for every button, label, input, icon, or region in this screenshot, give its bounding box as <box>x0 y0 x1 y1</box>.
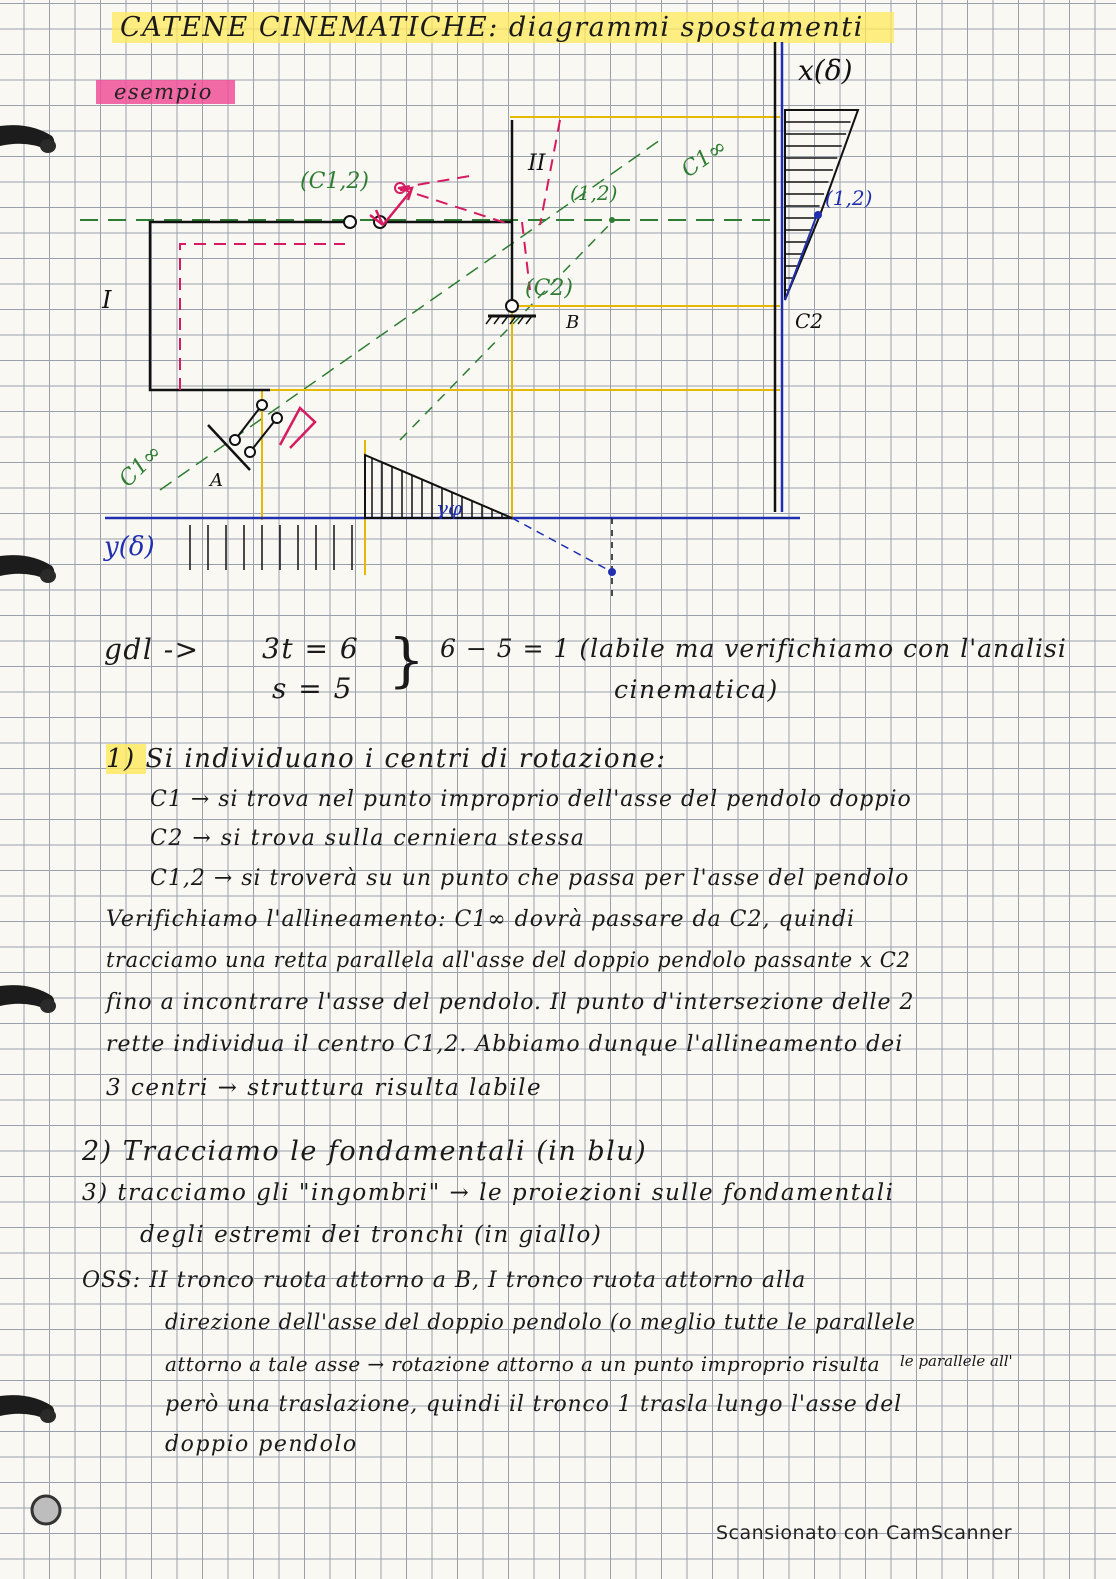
hinge-support-icon <box>506 300 518 312</box>
label-angle-phi: γφ <box>436 496 462 520</box>
gdl-eq-3t: 3t = 6 <box>262 632 360 665</box>
c12-center-point <box>609 217 615 223</box>
label-tronco-II: II <box>528 151 546 176</box>
binder-ring-icon <box>0 1388 58 1428</box>
label-tronco-I: I <box>102 286 112 314</box>
brace-icon: } <box>388 626 427 694</box>
label-c12-right: (1,2) <box>825 186 873 210</box>
gdl-result-cont: cinematica) <box>614 675 779 704</box>
label-support-B: B <box>566 312 580 333</box>
scanner-watermark: Scansionato con CamScanner <box>716 1522 1013 1544</box>
y-diagram-extension <box>512 518 612 572</box>
label-c12-left: (C1,2) <box>300 169 369 194</box>
x-diagram-line <box>785 212 818 300</box>
alignment-line <box>400 222 612 440</box>
double-pendulum-support-icon <box>208 400 282 470</box>
projection-lines <box>150 117 780 575</box>
center-c12-point <box>814 211 822 219</box>
note-verify-1: Verifichiamo l'allineamento: C1∞ dovrà passare da C2, quindi <box>106 907 856 932</box>
label-x-delta: x(δ) <box>798 54 853 87</box>
note-verify-3: fino a incontrare l'asse del pendolo. Il punto d'intersezione delle 2 <box>106 990 915 1015</box>
oss-line-1: OSS: II tronco ruota attorno a B, I tronco ruota attorno alla <box>82 1268 807 1293</box>
label-c1-top: C1∞ <box>677 134 732 183</box>
step-2-heading: 2) Tracciamo le fondamentali (in blu) <box>82 1136 648 1167</box>
example-label: esempio <box>96 80 235 104</box>
step-3-cont: degli estremi dei tronchi (in giallo) <box>140 1222 603 1248</box>
note-verify-4: rette individua il centro C1,2. Abbiamo dunque l'allineamento dei <box>106 1032 904 1057</box>
gdl-result: 6 − 5 = 1 (labile ma verifichiamo con l'analisi <box>440 634 1067 663</box>
note-c12: C1,2 → si troverà su un punto che passa per l'asse del pendolo <box>150 866 910 891</box>
note-verify-2: tracciamo una retta parallela all'asse del doppio pendolo passante x C2 <box>106 948 911 972</box>
displacement-diagram <box>0 0 1116 620</box>
binder-hole-icon <box>26 1490 66 1530</box>
oss-line-3: attorno a tale asse → rotazione attorno a un punto improprio risulta <box>165 1352 880 1376</box>
note-c1: C1 → si trova nel punto improprio dell'asse del pendolo doppio <box>150 787 912 812</box>
step-3-heading: 3) tracciamo gli "ingombri" → le proiezioni sulle fondamentali <box>82 1180 895 1206</box>
label-support-A: A <box>210 470 223 491</box>
label-c2-right: C2 <box>795 309 824 333</box>
c12-projection-point <box>608 568 616 576</box>
gdl-eq-s: s = 5 <box>272 672 353 705</box>
label-y-delta: y(δ) <box>104 532 155 562</box>
note-c2: C2 → si trova sulla cerniera stessa <box>150 826 586 851</box>
oss-line-5: doppio pendolo <box>165 1432 358 1457</box>
label-c2-mid: (C2) <box>525 276 573 301</box>
y-diagram-hatching-left <box>190 525 352 570</box>
deformed-config-lines <box>180 120 560 390</box>
note-verify-5: 3 centri → struttura risulta labile <box>106 1075 543 1101</box>
label-c1-left: C1∞ <box>114 439 168 493</box>
oss-line-4: però una traslazione, quindi il tronco 1 trasla lungo l'asse del <box>165 1392 902 1417</box>
step-1-heading: 1) Si individuano i centri di rotazione: <box>106 744 667 774</box>
label-c12-mid: (1,2) <box>570 181 618 205</box>
oss-line-2: direzione dell'asse del doppio pendolo (o meglio tutte le parallele <box>165 1310 916 1334</box>
oss-line-3-note: le parallele all' <box>900 1352 1013 1370</box>
gdl-label: gdl -> <box>104 633 200 666</box>
binder-ring-icon <box>0 978 58 1018</box>
hinge-icon <box>344 216 356 228</box>
page-title: CATENE CINEMATICHE: diagrammi spostamenti <box>112 12 894 43</box>
frame-structure <box>150 42 775 512</box>
